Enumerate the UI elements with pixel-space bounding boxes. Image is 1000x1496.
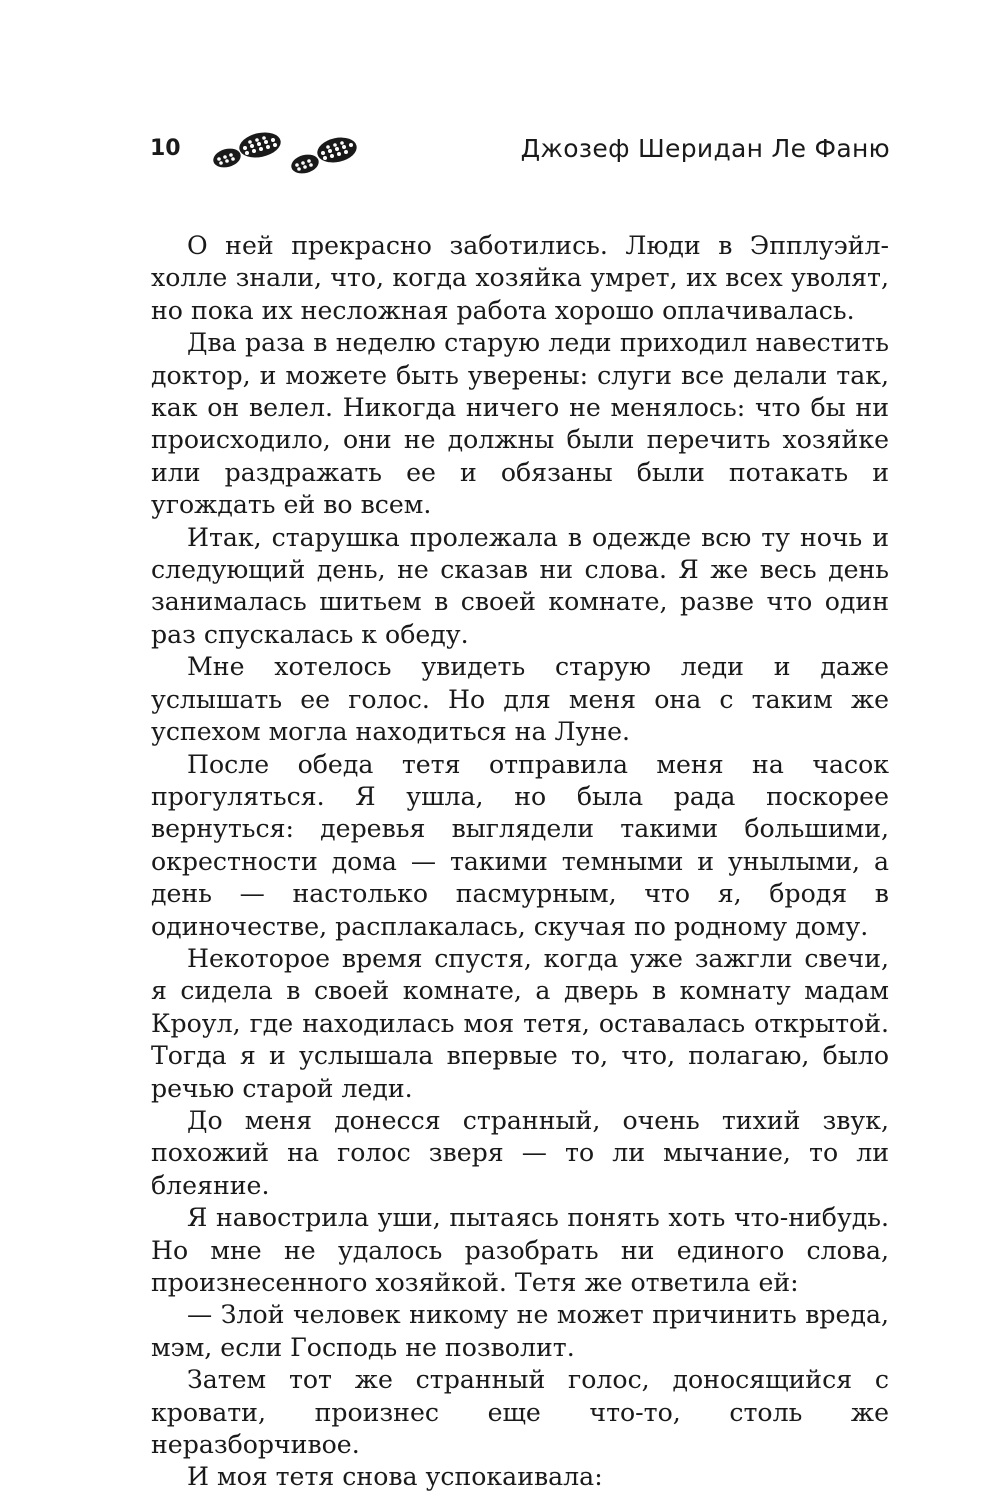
paragraph: — Злой человек никому не может причинить вреда, мэм, если Господь не позволит. — [151, 1300, 889, 1362]
paragraph: Итак, старушка пролежала в одежде всю ту ночь и следующий день, не сказав ни слова. Я же весь день занималась шитьем в своей комнате, разве что один раз спускалась к обеду. — [151, 522, 889, 649]
page-number: 10 — [150, 136, 181, 161]
paragraph: После обеда тетя отправила меня на часок прогуляться. Я ушла, но была рада поскорее вернуться: деревья выглядели такими большими, окрестности дома — такими темными и унылыми, а день — настолько пасмурным, что я, бродя в одиночестве, расплакалась, скучая по родному дому. — [151, 749, 889, 941]
footprints-icon — [205, 128, 365, 178]
paragraph: Два раза в неделю старую леди приходил навестить доктор, и можете быть уверены: слуги все делали так, как он велел. Никогда ничего не менялось: что бы ни происходило, они не должны были перечить хозяйке или раздражать ее и обязаны были потакать и угождать ей во всем. — [151, 328, 889, 520]
running-title: Джозеф Шеридан Ле Фаню — [520, 134, 890, 163]
paragraph: О ней прекрасно заботились. Люди в Эпплуэйл-холле знали, что, когда хозяйка умрет, их всех уволят, но пока их несложная работа хорошо оплачивалась. — [151, 231, 889, 325]
paragraph: Некоторое время спустя, когда уже зажгли свечи, я сидела в своей комнате, а дверь в комнату мадам Кроул, где находилась моя тетя, оставалась открытой. Тогда я и услышала впервые то, что, полагаю, было речью старой леди. — [151, 943, 889, 1103]
body-text — [151, 230, 889, 1494]
paragraph: Затем тот же странный голос, доносящийся с кровати, произнес еще что-то, столь же неразборчивое. — [151, 1365, 889, 1460]
paragraph: Я навострила уши, пытаясь понять хоть что-нибудь. Но мне не удалось разобрать ни единого слова, произнесенного хозяйкой. Тетя же ответила ей: — [151, 1203, 889, 1297]
paragraph: И моя тетя снова успокаивала: — [187, 1462, 603, 1492]
page-header — [150, 128, 890, 178]
paragraph: Мне хотелось увидеть старую леди и даже услышать ее голос. Но для меня она с таким же успехом могла находиться на Луне. — [151, 652, 889, 747]
paragraph: До меня донесся странный, очень тихий звук, похожий на голос зверя — то ли мычание, то ли блеяние. — [151, 1105, 889, 1200]
